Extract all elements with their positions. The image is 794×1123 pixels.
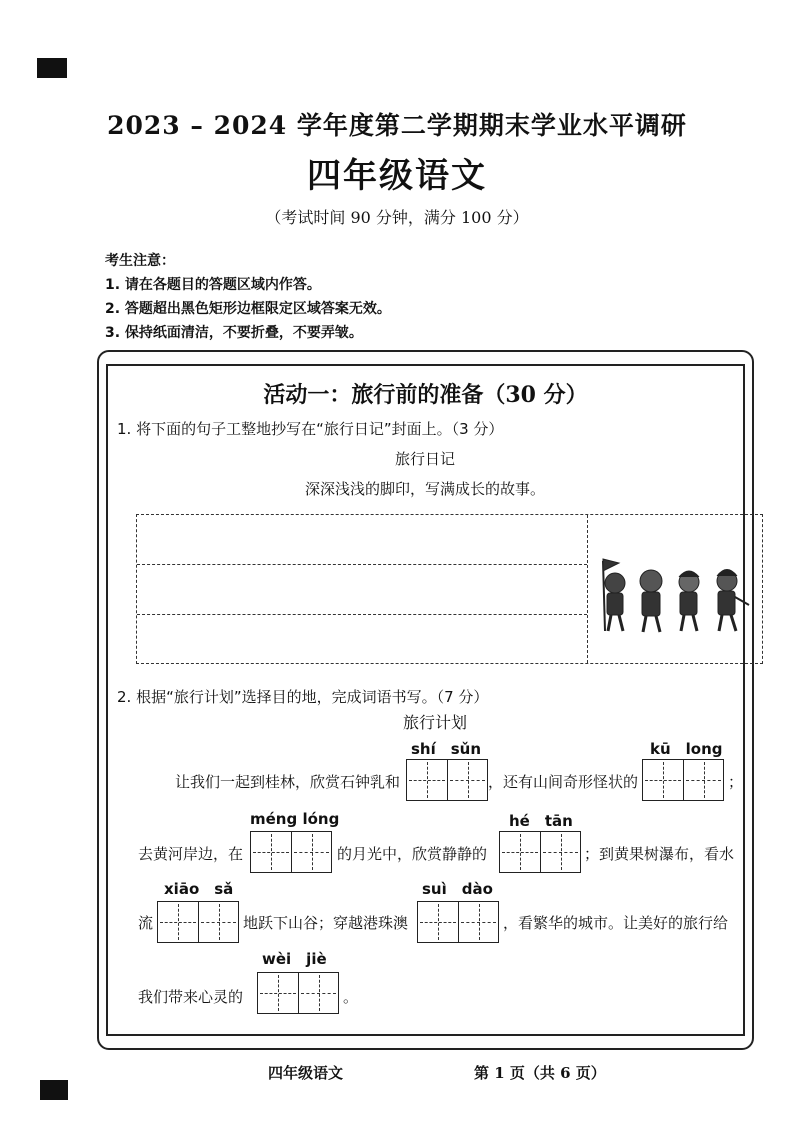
sentence-segment: ； [728, 773, 744, 791]
notice-item: 3. 保持纸面清洁，不要折叠，不要弄皱。 [105, 325, 363, 341]
illustration-divider [587, 515, 588, 663]
notice-heading: 考生注意： [105, 253, 175, 269]
travel-plan-title: 旅行计划 [402, 713, 467, 732]
sentence-segment: 流 [138, 914, 154, 932]
copy-writing-area[interactable] [136, 514, 763, 664]
sentence-segment: 让我们一起到桂林，欣赏石钟乳和 [175, 773, 401, 791]
exam-title: 2023 – 2024 学年度第二学期期末学业水平调研 [107, 111, 687, 140]
notice-item: 1. 请在各题目的答题区域内作答。 [105, 277, 321, 293]
pinyin-label: shí sǔn [411, 740, 482, 758]
registration-mark-top [37, 58, 67, 78]
registration-mark-bottom [40, 1080, 68, 1100]
page-number: 第 1 页（共 6 页） [474, 1064, 606, 1082]
writing-line [137, 614, 587, 615]
writing-line [137, 564, 587, 565]
pinyin-label: hé tān [509, 812, 573, 830]
diary-cover-title: 旅行日记 [394, 450, 455, 468]
sentence-segment: 去黄河岸边，在 [138, 845, 244, 863]
question-2-prompt: 2. 根据“旅行计划”选择目的地，完成词语书写。（7 分） [117, 688, 489, 706]
sentence-segment: ，看繁华的城市。让美好的旅行给 [503, 914, 729, 932]
activity-title: 活动一：旅行前的准备（30 分） [263, 382, 588, 408]
copy-sentence: 深深浅浅的脚印，写满成长的故事。 [304, 480, 545, 498]
subject-title: 四年级语文 [307, 156, 487, 196]
sentence-segment: 地跃下山谷；穿越港珠澳 [243, 914, 409, 932]
notice-item: 2. 答题超出黑色矩形边框限定区域答案无效。 [105, 301, 391, 317]
answer-grid-hetan[interactable] [499, 831, 581, 873]
answer-grid-kulong[interactable] [642, 759, 724, 801]
answer-grid-xiaosa[interactable] [157, 901, 239, 943]
pinyin-label: xiāo sǎ [164, 880, 234, 898]
question-1-prompt: 1. 将下面的句子工整地抄写在“旅行日记”封面上。（3 分） [117, 420, 504, 438]
pinyin-label: kū long [650, 740, 723, 758]
sentence-segment: 的月光中，欣赏静静的 [337, 845, 488, 863]
pinyin-label: suì dào [422, 880, 493, 898]
pinyin-label: méng lóng [250, 810, 340, 828]
footer-subject: 四年级语文 [268, 1064, 344, 1082]
answer-grid-shisun[interactable] [406, 759, 488, 801]
sentence-segment: 我们带来心灵的 [138, 988, 244, 1006]
answer-grid-menglong[interactable] [250, 831, 332, 873]
answer-grid-weijie[interactable] [257, 972, 339, 1014]
sentence-segment: ；到黄果树瀑布，看水 [584, 845, 735, 863]
exam-info: （考试时间 90 分钟，满分 100 分） [265, 208, 529, 227]
sentence-segment: 。 [343, 988, 359, 1006]
children-travel-illustration [593, 541, 759, 639]
sentence-segment: ，还有山间奇形怪状的 [488, 773, 639, 791]
answer-grid-suidao[interactable] [417, 901, 499, 943]
pinyin-label: wèi jiè [262, 950, 327, 968]
